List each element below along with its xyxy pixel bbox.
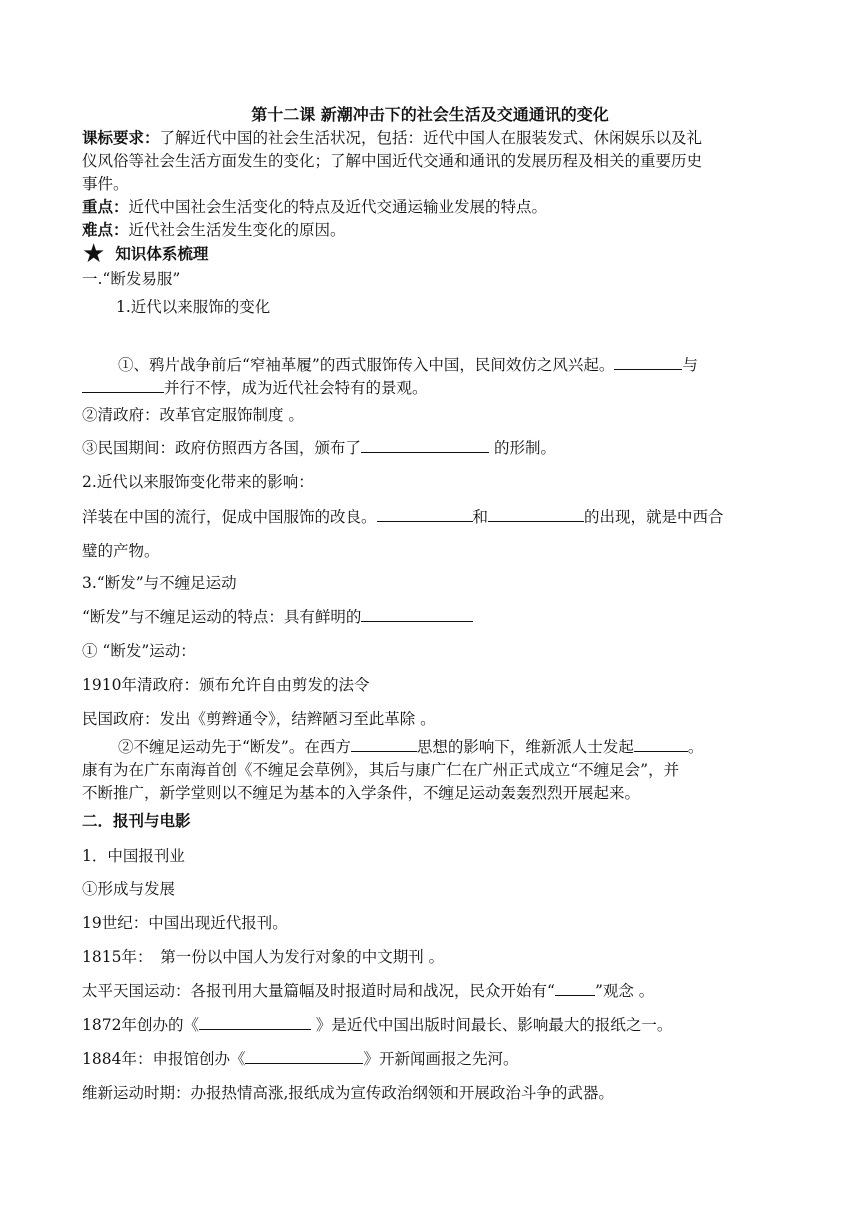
requirement-line-2: 仪风俗等社会生活方面发生的变化；了解中国近代交通和通讯的发展历程及相关的重要历史	[82, 152, 703, 170]
section2-item1: ①形成与发展	[82, 880, 176, 898]
section1-item1-line1: ①、鸦片战争前后“窄袖革履”的西式服饰传入中国，民间效仿之风兴起。 与	[118, 356, 698, 374]
y1815-line: 1815年： 第一份以中国人为发行对象的中文期刊 。	[82, 948, 445, 966]
blank	[82, 377, 164, 393]
knowledge-header: ★ 知识体系梳理	[82, 239, 209, 269]
chanzu-line-2: 康有为在广东南海首创《不缠足会草例》，其后与康广仁在广州正式成立“不缠足会”，并	[82, 761, 680, 779]
blank	[614, 354, 682, 370]
star-icon: ★	[82, 239, 106, 269]
section1-sub1: 1.近代以来服饰的变化	[116, 298, 271, 316]
blank	[634, 736, 688, 752]
requirement-line-3: 事件。	[82, 175, 129, 193]
y1872-line: 1872年创办的《 》是近代中国出版时间最长、影响最大的报纸之一。	[82, 1016, 673, 1034]
blank	[351, 736, 417, 752]
republic-line: 民国政府：发出《剪辫通令》，结辫陋习至此革除 。	[82, 710, 436, 728]
section1-sub2: 2.近代以来服饰变化带来的影响：	[82, 473, 314, 491]
blank	[361, 606, 473, 622]
c19-line: 19世纪：中国出现近代报刊。	[82, 914, 288, 932]
blank	[555, 980, 595, 996]
section1-item1-line2: 并行不悖，成为近代社会特有的景观。	[82, 377, 428, 399]
duanfa-heading: ① “断发”运动：	[82, 642, 196, 660]
requirement-line-1: 课标要求：了解近代中国的社会生活状况，包括：近代中国人在服装发式、休闲娱乐以及礼	[82, 128, 703, 147]
blank	[488, 506, 584, 522]
section1-heading: 一.“断发易服”	[82, 270, 181, 288]
page-title: 第十二课 新潮冲击下的社会生活及交通通讯的变化	[251, 105, 609, 124]
section2-heading: 二．报刊与电影	[82, 811, 191, 830]
chanzu-line-3: 不断推广，新学堂则以不缠足为基本的入学条件，不缠足运动轰轰烈烈开展起来。	[82, 784, 641, 802]
requirement-label: 课标要求：	[82, 128, 160, 147]
impact-line-2: 璧的产物。	[82, 542, 160, 560]
chanzu-line-1: ②不缠足运动先于“断发”。在西方 思想的影响下，维新派人士发起 。	[118, 738, 704, 756]
key-point: 重点：近代中国社会生活变化的特点及近代交通运输业发展的特点。	[82, 197, 548, 216]
section1-item2: ②清政府：改革官定服饰制度 。	[82, 406, 304, 424]
blank	[361, 437, 489, 453]
difficulty: 难点：近代社会生活发生变化的原因。	[82, 220, 346, 239]
impact-line-1: 洋装在中国的流行，促成中国服饰的改良。 和 的出现，就是中西合	[82, 508, 724, 526]
qing-1910: 1910年清政府：颁布允许自由剪发的法令	[82, 676, 370, 694]
section2-sub1: 1．中国报刊业	[82, 847, 185, 865]
y1884-line: 1884年：申报馆创办《 》开新闻画报之先河。	[82, 1050, 519, 1068]
section1-sub3: 3.“断发”与不缠足运动	[82, 574, 237, 592]
blank	[377, 506, 473, 522]
section1-item3: ③民国期间：政府仿照西方各国，颁布了 的形制。	[82, 439, 556, 457]
blank	[199, 1014, 311, 1030]
taiping-line: 太平天国运动：各报刊用大量篇幅及时报道时局和战况，民众开始有“ ”观念 。	[82, 982, 655, 1000]
blank	[245, 1048, 363, 1064]
reform-line: 维新运动时期：办报热情高涨,报纸成为宣传政治纲领和开展政治斗争的武器。	[82, 1084, 614, 1102]
feature-line: “断发”与不缠足运动的特点：具有鲜明的	[82, 606, 473, 628]
